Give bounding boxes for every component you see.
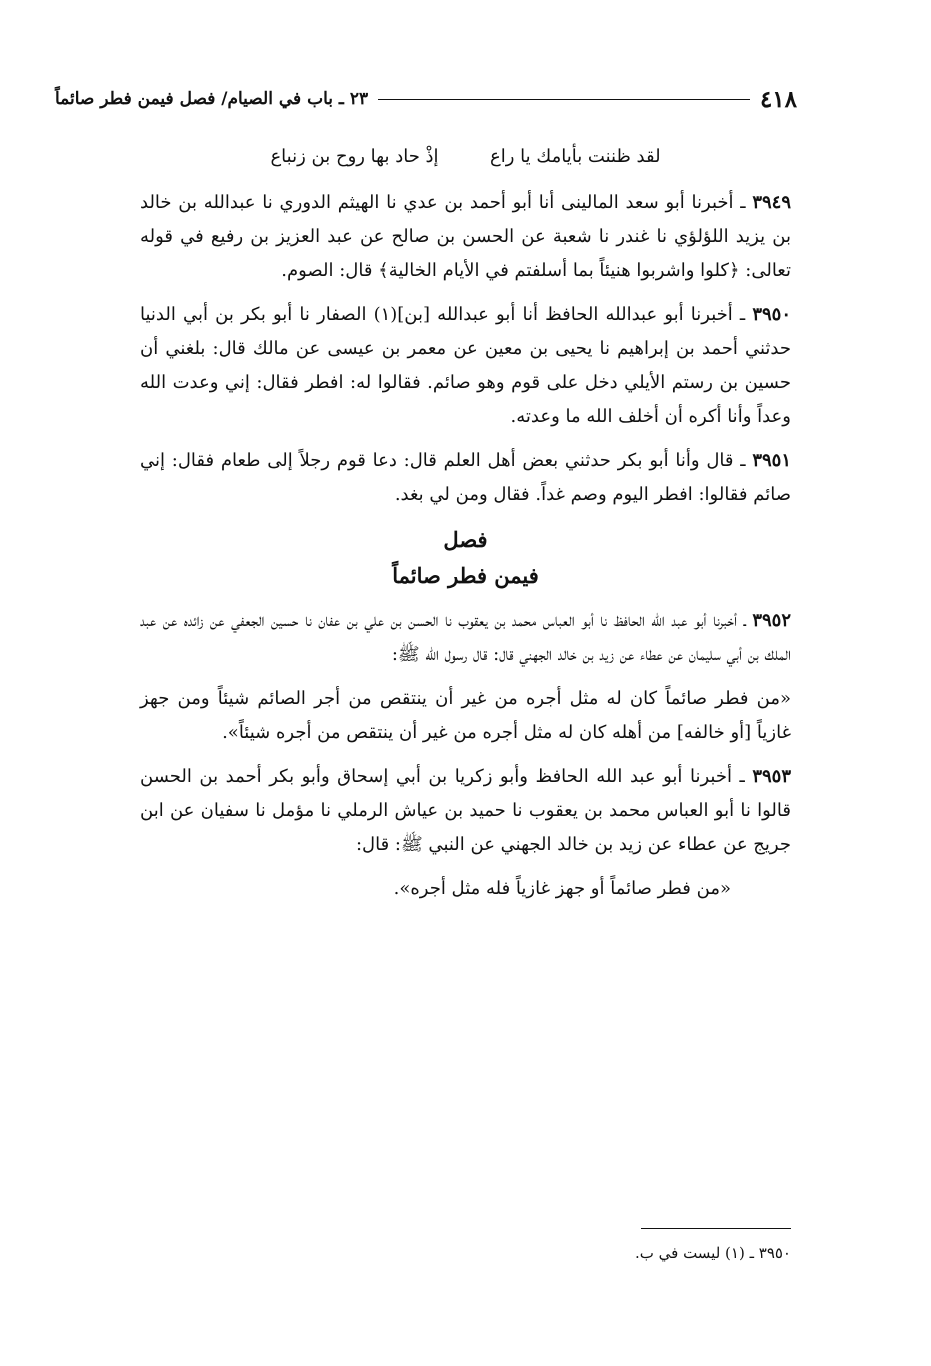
header-rule	[378, 99, 750, 100]
footnote-rule	[641, 1228, 791, 1229]
page-header	[55, 84, 797, 114]
hadith-text: ـ أخبرنا أبو عبد الله الحافظ وأبو زكريا بن أبي إسحاق وأبو بكر أحمد بن الحسن قالوا نا أبو العباس محمد بن يعقوب نا حميد بن عياش الرملي نا مؤمل نا سفيان عن ابن جريج عن عطاء عن زيد بن خالد الجهني عن النبي ﷺ: قال:	[140, 766, 791, 855]
page-number: ٤١٨	[759, 85, 797, 113]
hadith-quote: «من فطر صائماً كان له مثل أجره من غير أن ينتقص من أجر الصائم شيئاً ومن جهز غازياً [أو خالفه] من أهله كان له مثل أجره من غير أن ينتقص من أجره شيئاً».	[140, 688, 791, 743]
running-title: ٢٣ ـ باب في الصيام/ فصل فيمن فطر صائماً	[55, 89, 369, 109]
section-heading	[140, 522, 791, 594]
poetry-verse	[140, 140, 791, 174]
hadith-text: ـ أخبرنا أبو عبدالله الحافظ أنا أبو عبدالله [بن](١) الصفار نا أبو بكر بن أبي الدنيا حدثني أحمد بن إبراهيم نا يحيى بن معين عن معمر بن عيسى عن مالك قال: بلغني أن حسين بن رستم الأيلي دخل على قوم وهو صائم. فقالوا له: افطر فقال: إني وعدت الله وعداً وأنا أكره أن أخلف الله ما وعدته.	[140, 304, 791, 427]
hadith-quote: «من فطر صائماً أو جهز غازياً فله مثل أجره».	[393, 878, 731, 899]
section-title: فصل	[443, 527, 488, 552]
hadith-paragraph	[140, 186, 791, 288]
verse-second-hemistich: إذْ حاد بها روح بن زنباع	[270, 146, 439, 167]
hadith-number: ٣٩٥١	[752, 450, 791, 471]
hadith-text: ـ أخبرنا أبو سعد المالينى أنا أبو أحمد بن عدي نا الهيثم الدوري نا عبدالله بن خالد بن يزيد اللؤلؤي نا غندر نا شعبة عن الحسن بن صالح عن عبد العزيز بن رفيع في قوله تعالى: ﴿كلوا واشربوا هنيئاً بما أسلفتم في الأيام الخالية﴾ قال: الصوم.	[140, 192, 791, 281]
hadith-paragraph	[140, 444, 791, 512]
hadith-paragraph	[140, 604, 791, 672]
page-body	[140, 140, 791, 916]
hadith-paragraph	[140, 760, 791, 862]
hadith-text: ـ أخبرنا أبو عبد الله الحافظ نا أبو العباس محمد بن يعقوب نا الحسن بن علي بن عفان نا حسين الجعفي عن زائده عن عبد الملك بن أبي سليمان عن عطاء عن زيد بن خالد الجهني قال: قال رسول الله ﷺ:	[140, 610, 791, 665]
hadith-number: ٣٩٥٣	[752, 766, 791, 787]
hadith-number: ٣٩٥٠	[752, 304, 791, 325]
hadith-number: ٣٩٤٩	[752, 192, 791, 213]
verse-first-hemistich: لقد ظننت بأيامك يا راع	[490, 146, 661, 167]
hadith-text: ـ قال وأنا أبو بكر حدثني بعض أهل العلم قال: دعا قوم رجلاً إلى طعام فقال: إني صائم فقالوا: افطر اليوم وصم غداً. فقال ومن لي بغد.	[140, 450, 791, 505]
hadith-number: ٣٩٥٢	[752, 610, 791, 631]
section-subtitle: فيمن فطر صائماً	[392, 563, 539, 588]
hadith-paragraph	[140, 298, 791, 434]
footnote: ٣٩٥٠ ـ (١) ليست في ب.	[634, 1244, 791, 1262]
